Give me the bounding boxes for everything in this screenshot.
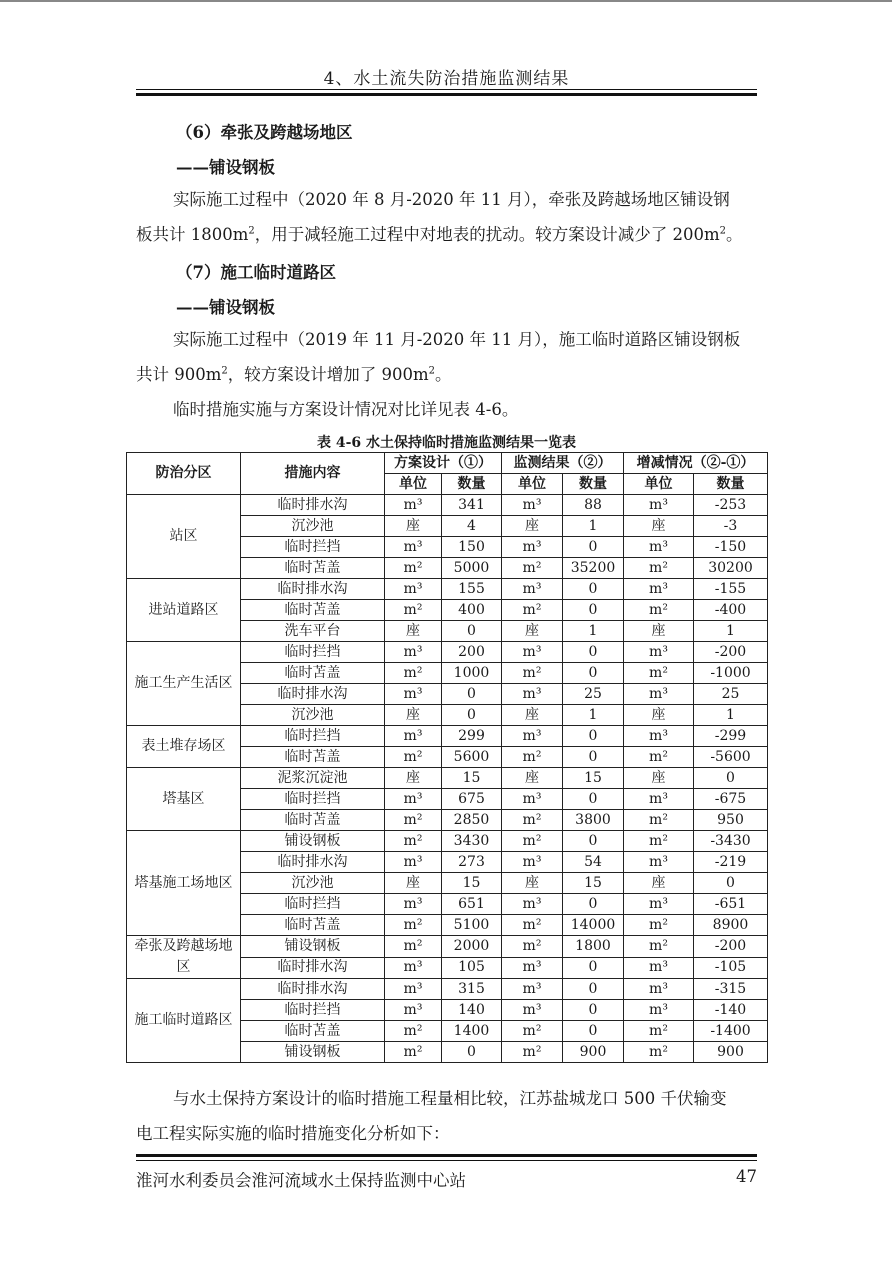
change-qty-cell: -1400 bbox=[694, 1021, 768, 1042]
monitor-unit-cell: 座 bbox=[502, 621, 563, 642]
plan-qty-cell: 341 bbox=[442, 495, 502, 516]
monitor-qty-cell: 25 bbox=[563, 684, 624, 705]
section-6-line-2c: 。 bbox=[726, 225, 743, 244]
table-row bbox=[127, 642, 768, 663]
change-unit-cell: m³ bbox=[624, 642, 694, 663]
plan-unit-cell: m² bbox=[385, 1042, 442, 1063]
plan-qty-cell: 5600 bbox=[442, 747, 502, 768]
monitor-unit-cell: m³ bbox=[502, 852, 563, 873]
monitor-qty-cell: 900 bbox=[563, 1042, 624, 1063]
measures-table bbox=[126, 452, 768, 1063]
section-7-line-2b: ，较方案设计增加了 900m bbox=[227, 365, 429, 384]
monitor-qty-cell: 0 bbox=[563, 600, 624, 621]
section-6-subheading: ——铺设钢板 bbox=[176, 158, 275, 177]
plan-qty-cell: 299 bbox=[442, 726, 502, 747]
measure-cell: 洗车平台 bbox=[241, 621, 385, 642]
plan-qty-cell: 315 bbox=[442, 979, 502, 1000]
monitor-qty-cell: 0 bbox=[563, 663, 624, 684]
plan-unit-cell: m² bbox=[385, 810, 442, 831]
plan-qty-cell: 400 bbox=[442, 600, 502, 621]
measure-cell: 临时排水沟 bbox=[241, 979, 385, 1000]
change-qty-cell: 0 bbox=[694, 873, 768, 894]
plan-unit-cell: m³ bbox=[385, 979, 442, 1000]
change-unit-cell: 座 bbox=[624, 621, 694, 642]
monitor-unit-cell: m³ bbox=[502, 1000, 563, 1021]
change-qty-cell: -651 bbox=[694, 894, 768, 915]
plan-qty-cell: 0 bbox=[442, 621, 502, 642]
measure-cell: 临时排水沟 bbox=[241, 684, 385, 705]
plan-qty-cell: 140 bbox=[442, 1000, 502, 1021]
change-qty-cell: 8900 bbox=[694, 915, 768, 936]
measure-cell: 临时苫盖 bbox=[241, 810, 385, 831]
section-7-heading: （7）施工临时道路区 bbox=[176, 263, 336, 282]
monitor-qty-cell: 1800 bbox=[563, 936, 624, 958]
section-6-paragraph bbox=[136, 182, 757, 252]
monitor-qty-cell: 0 bbox=[563, 1021, 624, 1042]
measure-cell: 沉沙池 bbox=[241, 705, 385, 726]
plan-unit-cell: m² bbox=[385, 1021, 442, 1042]
intro-paragraph bbox=[136, 392, 757, 427]
monitor-unit-cell: m² bbox=[502, 831, 563, 852]
change-qty-cell: -315 bbox=[694, 979, 768, 1000]
section-7-paragraph bbox=[136, 322, 757, 392]
plan-qty-cell: 150 bbox=[442, 537, 502, 558]
footer-organization: 淮河水利委员会淮河流域水土保持监测中心站 bbox=[136, 1171, 466, 1190]
change-unit-cell: m² bbox=[624, 558, 694, 579]
zone-cell: 进站道路区 bbox=[127, 579, 241, 642]
change-unit-cell: 座 bbox=[624, 768, 694, 789]
change-unit-cell: m² bbox=[624, 1042, 694, 1063]
header-change: 增减情况（②-①） bbox=[624, 453, 768, 474]
plan-unit-cell: m² bbox=[385, 915, 442, 936]
page-number: 47 bbox=[736, 1167, 757, 1186]
plan-qty-cell: 3430 bbox=[442, 831, 502, 852]
monitor-qty-cell: 0 bbox=[563, 726, 624, 747]
header-qty: 数量 bbox=[442, 474, 502, 495]
measure-cell: 临时苫盖 bbox=[241, 600, 385, 621]
header-zone: 防治分区 bbox=[127, 453, 241, 495]
header-unit: 单位 bbox=[624, 474, 694, 495]
monitor-qty-cell: 0 bbox=[563, 894, 624, 915]
measure-cell: 沉沙池 bbox=[241, 873, 385, 894]
plan-qty-cell: 2000 bbox=[442, 936, 502, 958]
monitor-qty-cell: 0 bbox=[563, 979, 624, 1000]
monitor-unit-cell: m² bbox=[502, 1021, 563, 1042]
monitor-qty-cell: 1 bbox=[563, 705, 624, 726]
table-row bbox=[127, 831, 768, 852]
monitor-unit-cell: m³ bbox=[502, 537, 563, 558]
table-caption: 表 4-6 水土保持临时措施监测结果一览表 bbox=[316, 435, 577, 451]
change-unit-cell: m³ bbox=[624, 957, 694, 979]
section-7-subheading: ——铺设钢板 bbox=[176, 298, 275, 317]
plan-qty-cell: 273 bbox=[442, 852, 502, 873]
conclusion-paragraph bbox=[136, 1081, 757, 1151]
plan-unit-cell: m³ bbox=[385, 1000, 442, 1021]
superscript: 2 bbox=[221, 365, 228, 377]
plan-qty-cell: 15 bbox=[442, 768, 502, 789]
monitor-unit-cell: m² bbox=[502, 747, 563, 768]
change-qty-cell: -219 bbox=[694, 852, 768, 873]
monitor-unit-cell: m³ bbox=[502, 894, 563, 915]
monitor-qty-cell: 0 bbox=[563, 537, 624, 558]
plan-qty-cell: 200 bbox=[442, 642, 502, 663]
change-unit-cell: m³ bbox=[624, 852, 694, 873]
conclusion-line-2: 电工程实际实施的临时措施变化分析如下： bbox=[136, 1124, 450, 1143]
superscript: 2 bbox=[719, 225, 727, 237]
change-unit-cell: m² bbox=[624, 915, 694, 936]
plan-unit-cell: m³ bbox=[385, 537, 442, 558]
header-rule-thin bbox=[136, 89, 757, 90]
header-qty: 数量 bbox=[563, 474, 624, 495]
change-qty-cell: -400 bbox=[694, 600, 768, 621]
monitor-qty-cell: 15 bbox=[563, 768, 624, 789]
footer-rule-thin bbox=[136, 1160, 757, 1161]
change-qty-cell: 0 bbox=[694, 768, 768, 789]
monitor-qty-cell: 0 bbox=[563, 747, 624, 768]
change-qty-cell: 1 bbox=[694, 705, 768, 726]
plan-qty-cell: 105 bbox=[442, 957, 502, 979]
change-unit-cell: m³ bbox=[624, 537, 694, 558]
zone-cell: 表土堆存场区 bbox=[127, 726, 241, 768]
measure-cell: 临时苫盖 bbox=[241, 558, 385, 579]
change-unit-cell: 座 bbox=[624, 873, 694, 894]
measure-cell: 临时排水沟 bbox=[241, 495, 385, 516]
monitor-unit-cell: m³ bbox=[502, 642, 563, 663]
plan-unit-cell: m³ bbox=[385, 579, 442, 600]
footer-rule-thick bbox=[136, 1154, 757, 1157]
measure-cell: 临时拦挡 bbox=[241, 642, 385, 663]
zone-cell: 塔基区 bbox=[127, 768, 241, 831]
monitor-unit-cell: m³ bbox=[502, 684, 563, 705]
zone-cell: 施工临时道路区 bbox=[127, 979, 241, 1063]
change-qty-cell: -1000 bbox=[694, 663, 768, 684]
measure-cell: 临时拦挡 bbox=[241, 726, 385, 747]
change-unit-cell: m³ bbox=[624, 1000, 694, 1021]
plan-unit-cell: m³ bbox=[385, 957, 442, 979]
monitor-unit-cell: m³ bbox=[502, 789, 563, 810]
plan-qty-cell: 5000 bbox=[442, 558, 502, 579]
plan-unit-cell: m³ bbox=[385, 684, 442, 705]
table-row bbox=[127, 768, 768, 789]
measure-cell: 临时拦挡 bbox=[241, 537, 385, 558]
header-qty: 数量 bbox=[694, 474, 768, 495]
monitor-unit-cell: m² bbox=[502, 1042, 563, 1063]
section-7-line-2a: 共计 900m bbox=[136, 365, 222, 384]
change-qty-cell: -675 bbox=[694, 789, 768, 810]
monitor-unit-cell: m² bbox=[502, 810, 563, 831]
plan-unit-cell: 座 bbox=[385, 873, 442, 894]
change-qty-cell: -253 bbox=[694, 495, 768, 516]
plan-qty-cell: 2850 bbox=[442, 810, 502, 831]
monitor-unit-cell: m² bbox=[502, 558, 563, 579]
header-monitor: 监测结果（②） bbox=[502, 453, 624, 474]
change-unit-cell: m² bbox=[624, 936, 694, 958]
plan-qty-cell: 4 bbox=[442, 516, 502, 537]
measure-cell: 铺设钢板 bbox=[241, 831, 385, 852]
header-plan: 方案设计（①） bbox=[385, 453, 502, 474]
plan-qty-cell: 5100 bbox=[442, 915, 502, 936]
superscript: 2 bbox=[428, 365, 436, 377]
plan-unit-cell: m³ bbox=[385, 726, 442, 747]
change-unit-cell: m³ bbox=[624, 684, 694, 705]
header-measure: 措施内容 bbox=[241, 453, 385, 495]
change-unit-cell: m³ bbox=[624, 579, 694, 600]
page-top-border bbox=[0, 0, 892, 2]
measure-cell: 泥浆沉淀池 bbox=[241, 768, 385, 789]
change-qty-cell: -3430 bbox=[694, 831, 768, 852]
change-qty-cell: 30200 bbox=[694, 558, 768, 579]
section-6-line-1: 实际施工过程中（2020 年 8 月-2020 年 11 月），牵张及跨越场地区铺设钢 bbox=[173, 190, 730, 209]
measure-cell: 临时拦挡 bbox=[241, 789, 385, 810]
header-unit: 单位 bbox=[385, 474, 442, 495]
monitor-unit-cell: m³ bbox=[502, 979, 563, 1000]
header-rule-thick bbox=[136, 93, 757, 96]
plan-unit-cell: m² bbox=[385, 663, 442, 684]
measure-cell: 沉沙池 bbox=[241, 516, 385, 537]
monitor-unit-cell: m² bbox=[502, 600, 563, 621]
change-unit-cell: m³ bbox=[624, 979, 694, 1000]
measure-cell: 临时排水沟 bbox=[241, 957, 385, 979]
measure-cell: 临时苫盖 bbox=[241, 915, 385, 936]
section-7-line-1: 实际施工过程中（2019 年 11 月-2020 年 11 月），施工临时道路区铺设钢板 bbox=[173, 330, 741, 349]
plan-qty-cell: 675 bbox=[442, 789, 502, 810]
monitor-qty-cell: 54 bbox=[563, 852, 624, 873]
monitor-unit-cell: 座 bbox=[502, 873, 563, 894]
zone-cell: 站区 bbox=[127, 495, 241, 579]
plan-unit-cell: m² bbox=[385, 831, 442, 852]
monitor-qty-cell: 0 bbox=[563, 831, 624, 852]
plan-unit-cell: m³ bbox=[385, 789, 442, 810]
section-7-line-2c: 。 bbox=[435, 365, 452, 384]
measure-cell: 临时拦挡 bbox=[241, 1000, 385, 1021]
change-qty-cell: 25 bbox=[694, 684, 768, 705]
change-qty-cell: -200 bbox=[694, 936, 768, 958]
change-qty-cell: -3 bbox=[694, 516, 768, 537]
monitor-qty-cell: 0 bbox=[563, 579, 624, 600]
monitor-qty-cell: 88 bbox=[563, 495, 624, 516]
plan-unit-cell: 座 bbox=[385, 705, 442, 726]
monitor-unit-cell: m² bbox=[502, 915, 563, 936]
plan-unit-cell: m² bbox=[385, 747, 442, 768]
monitor-qty-cell: 0 bbox=[563, 642, 624, 663]
section-6-line-2b: ，用于减轻施工过程中对地表的扰动。较方案设计减少了 200m bbox=[254, 225, 720, 244]
change-qty-cell: -150 bbox=[694, 537, 768, 558]
monitor-qty-cell: 0 bbox=[563, 789, 624, 810]
monitor-qty-cell: 15 bbox=[563, 873, 624, 894]
change-unit-cell: 座 bbox=[624, 705, 694, 726]
measure-cell: 临时拦挡 bbox=[241, 894, 385, 915]
plan-unit-cell: m² bbox=[385, 600, 442, 621]
change-qty-cell: -5600 bbox=[694, 747, 768, 768]
plan-unit-cell: m² bbox=[385, 558, 442, 579]
change-unit-cell: 座 bbox=[624, 516, 694, 537]
measure-cell: 临时苫盖 bbox=[241, 747, 385, 768]
change-unit-cell: m³ bbox=[624, 495, 694, 516]
plan-qty-cell: 1000 bbox=[442, 663, 502, 684]
intro-text: 临时措施实施与方案设计情况对比详见表 4-6。 bbox=[173, 400, 519, 419]
change-unit-cell: m² bbox=[624, 663, 694, 684]
monitor-unit-cell: m² bbox=[502, 936, 563, 958]
plan-unit-cell: 座 bbox=[385, 516, 442, 537]
plan-unit-cell: m² bbox=[385, 936, 442, 958]
plan-qty-cell: 0 bbox=[442, 705, 502, 726]
monitor-unit-cell: 座 bbox=[502, 516, 563, 537]
plan-qty-cell: 0 bbox=[442, 1042, 502, 1063]
measure-cell: 铺设钢板 bbox=[241, 1042, 385, 1063]
table-row bbox=[127, 979, 768, 1000]
change-unit-cell: m² bbox=[624, 1021, 694, 1042]
monitor-unit-cell: m³ bbox=[502, 726, 563, 747]
monitor-unit-cell: 座 bbox=[502, 768, 563, 789]
plan-unit-cell: m³ bbox=[385, 894, 442, 915]
section-6-heading: （6）牵张及跨越场地区 bbox=[176, 123, 353, 142]
measure-cell: 临时排水沟 bbox=[241, 852, 385, 873]
change-qty-cell: -105 bbox=[694, 957, 768, 979]
monitor-unit-cell: m³ bbox=[502, 957, 563, 979]
change-qty-cell: -299 bbox=[694, 726, 768, 747]
change-qty-cell: -140 bbox=[694, 1000, 768, 1021]
table-body bbox=[127, 495, 768, 1063]
change-qty-cell: 950 bbox=[694, 810, 768, 831]
change-unit-cell: m² bbox=[624, 810, 694, 831]
superscript: 2 bbox=[248, 225, 255, 237]
plan-unit-cell: m³ bbox=[385, 495, 442, 516]
change-unit-cell: m² bbox=[624, 831, 694, 852]
monitor-unit-cell: 座 bbox=[502, 705, 563, 726]
change-unit-cell: m³ bbox=[624, 894, 694, 915]
running-header: 4、水土流失防治措施监测结果 bbox=[323, 69, 570, 89]
zone-cell: 牵张及跨越场地区 bbox=[127, 936, 241, 979]
section-6-line-2a: 板共计 1800m bbox=[136, 225, 249, 244]
change-unit-cell: m² bbox=[624, 747, 694, 768]
monitor-qty-cell: 1 bbox=[563, 516, 624, 537]
table-row bbox=[127, 495, 768, 516]
change-qty-cell: 900 bbox=[694, 1042, 768, 1063]
change-qty-cell: -200 bbox=[694, 642, 768, 663]
plan-unit-cell: 座 bbox=[385, 768, 442, 789]
monitor-qty-cell: 35200 bbox=[563, 558, 624, 579]
measure-cell: 临时苫盖 bbox=[241, 663, 385, 684]
plan-qty-cell: 1400 bbox=[442, 1021, 502, 1042]
monitor-qty-cell: 1 bbox=[563, 621, 624, 642]
plan-unit-cell: m³ bbox=[385, 852, 442, 873]
zone-cell: 施工生产生活区 bbox=[127, 642, 241, 726]
measure-cell: 铺设钢板 bbox=[241, 936, 385, 958]
monitor-unit-cell: m³ bbox=[502, 495, 563, 516]
change-unit-cell: m³ bbox=[624, 789, 694, 810]
change-unit-cell: m² bbox=[624, 600, 694, 621]
monitor-qty-cell: 3800 bbox=[563, 810, 624, 831]
table-row bbox=[127, 726, 768, 747]
change-unit-cell: m³ bbox=[624, 726, 694, 747]
plan-unit-cell: 座 bbox=[385, 621, 442, 642]
plan-qty-cell: 155 bbox=[442, 579, 502, 600]
monitor-unit-cell: m³ bbox=[502, 579, 563, 600]
measure-cell: 临时苫盖 bbox=[241, 1021, 385, 1042]
monitor-qty-cell: 0 bbox=[563, 1000, 624, 1021]
change-qty-cell: -155 bbox=[694, 579, 768, 600]
header-unit: 单位 bbox=[502, 474, 563, 495]
monitor-qty-cell: 0 bbox=[563, 957, 624, 979]
measure-cell: 临时排水沟 bbox=[241, 579, 385, 600]
plan-qty-cell: 651 bbox=[442, 894, 502, 915]
monitor-qty-cell: 14000 bbox=[563, 915, 624, 936]
plan-unit-cell: m³ bbox=[385, 642, 442, 663]
change-qty-cell: 1 bbox=[694, 621, 768, 642]
conclusion-line-1: 与水土保持方案设计的临时措施工程量相比较，江苏盐城龙口 500 千伏输变 bbox=[173, 1089, 727, 1108]
monitor-unit-cell: m² bbox=[502, 663, 563, 684]
plan-qty-cell: 0 bbox=[442, 684, 502, 705]
zone-cell: 塔基施工场地区 bbox=[127, 831, 241, 936]
table-row bbox=[127, 936, 768, 958]
plan-qty-cell: 15 bbox=[442, 873, 502, 894]
table-row bbox=[127, 579, 768, 600]
